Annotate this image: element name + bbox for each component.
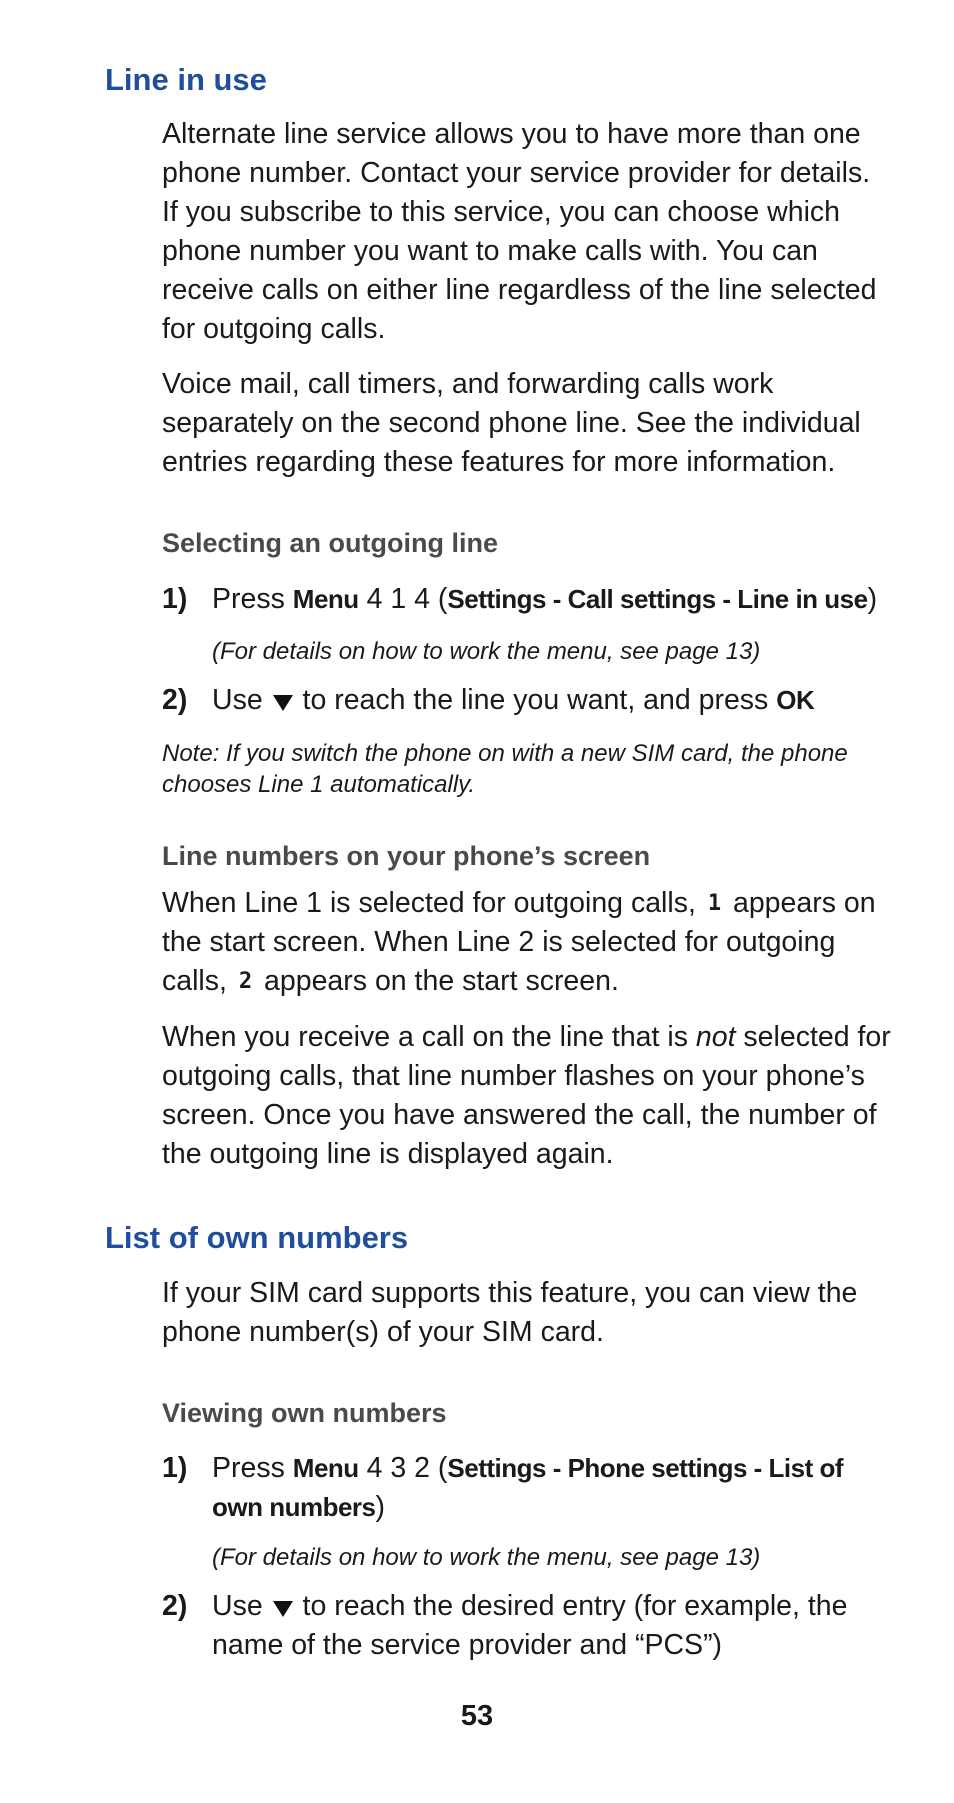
paragraph-incoming-call-line: When you receive a call on the line that is not selected for outgoing calls, that line number flashes on your phone’s screen. Once you have answered the call, the number of the outgoing line is displayed again. [162, 1021, 891, 1170]
paragraph-voice-mail: Voice mail, call timers, and forwarding calls work separately on the second phone line. See the individual entries regarding these features for more information. [162, 368, 861, 478]
step-text: Use to reach the desired entry (for example, the name of the service provider and “PCS”) [212, 1590, 848, 1661]
step-text: Use to reach the line you want, and press OK [212, 684, 815, 716]
section-title-list-of-own-numbers: List of own numbers [105, 1220, 409, 1255]
page-number: 53 [460, 1700, 494, 1732]
step-number: 2) [162, 684, 188, 716]
step-number: 1) [162, 1452, 188, 1484]
paragraph-line-indicators: When Line 1 is selected for outgoing calls, 1 appears on the start screen. When Line 2 is selected for outgoing calls, 2 appears on the start screen. [162, 884, 892, 1001]
section-title-line-in-use: Line in use [105, 62, 267, 97]
paragraph-alternate-line: Alternate line service allows you to have more than one phone number. Contact your service provider for details. If you subscribe to this service, you can choose which phone number you want to make calls with. You can receive calls on either line regardless of the line selected for outgoing calls. [162, 118, 877, 345]
step-text: Press Menu 4 1 4 (Settings - Call settings - Line in use) [212, 583, 878, 615]
subsection-title-viewing-own-numbers: Viewing own numbers [162, 1398, 447, 1428]
step-number: 2) [162, 1590, 188, 1622]
subsection-title-selecting-outgoing-line: Selecting an outgoing line [162, 528, 499, 558]
scroll-down-arrow-icon [273, 1601, 293, 1617]
menu-key-label: Menu [292, 1453, 359, 1483]
scroll-down-arrow-icon [273, 695, 293, 711]
subsection-title-line-numbers: Line numbers on your phone’s screen [162, 841, 651, 871]
ok-key-label: OK [776, 685, 815, 715]
menu-key-label: Menu [292, 584, 359, 614]
step-number: 1) [162, 583, 188, 615]
line-1-icon: 1 [707, 891, 722, 916]
line-2-icon: 2 [238, 969, 253, 994]
note-sim-card: Note: If you switch the phone on with a new SIM card, the phone chooses Line 1 automatically. [162, 740, 848, 798]
paragraph-sim-feature: If your SIM card supports this feature, you can view the phone number(s) of your SIM card. [162, 1277, 858, 1348]
menu-help-note: (For details on how to work the menu, see page 13) [212, 638, 761, 665]
menu-help-note: (For details on how to work the menu, see page 13) [212, 1544, 761, 1571]
step-text: Press Menu 4 3 2 (Settings - Phone settings - List of own numbers) [212, 1452, 844, 1523]
